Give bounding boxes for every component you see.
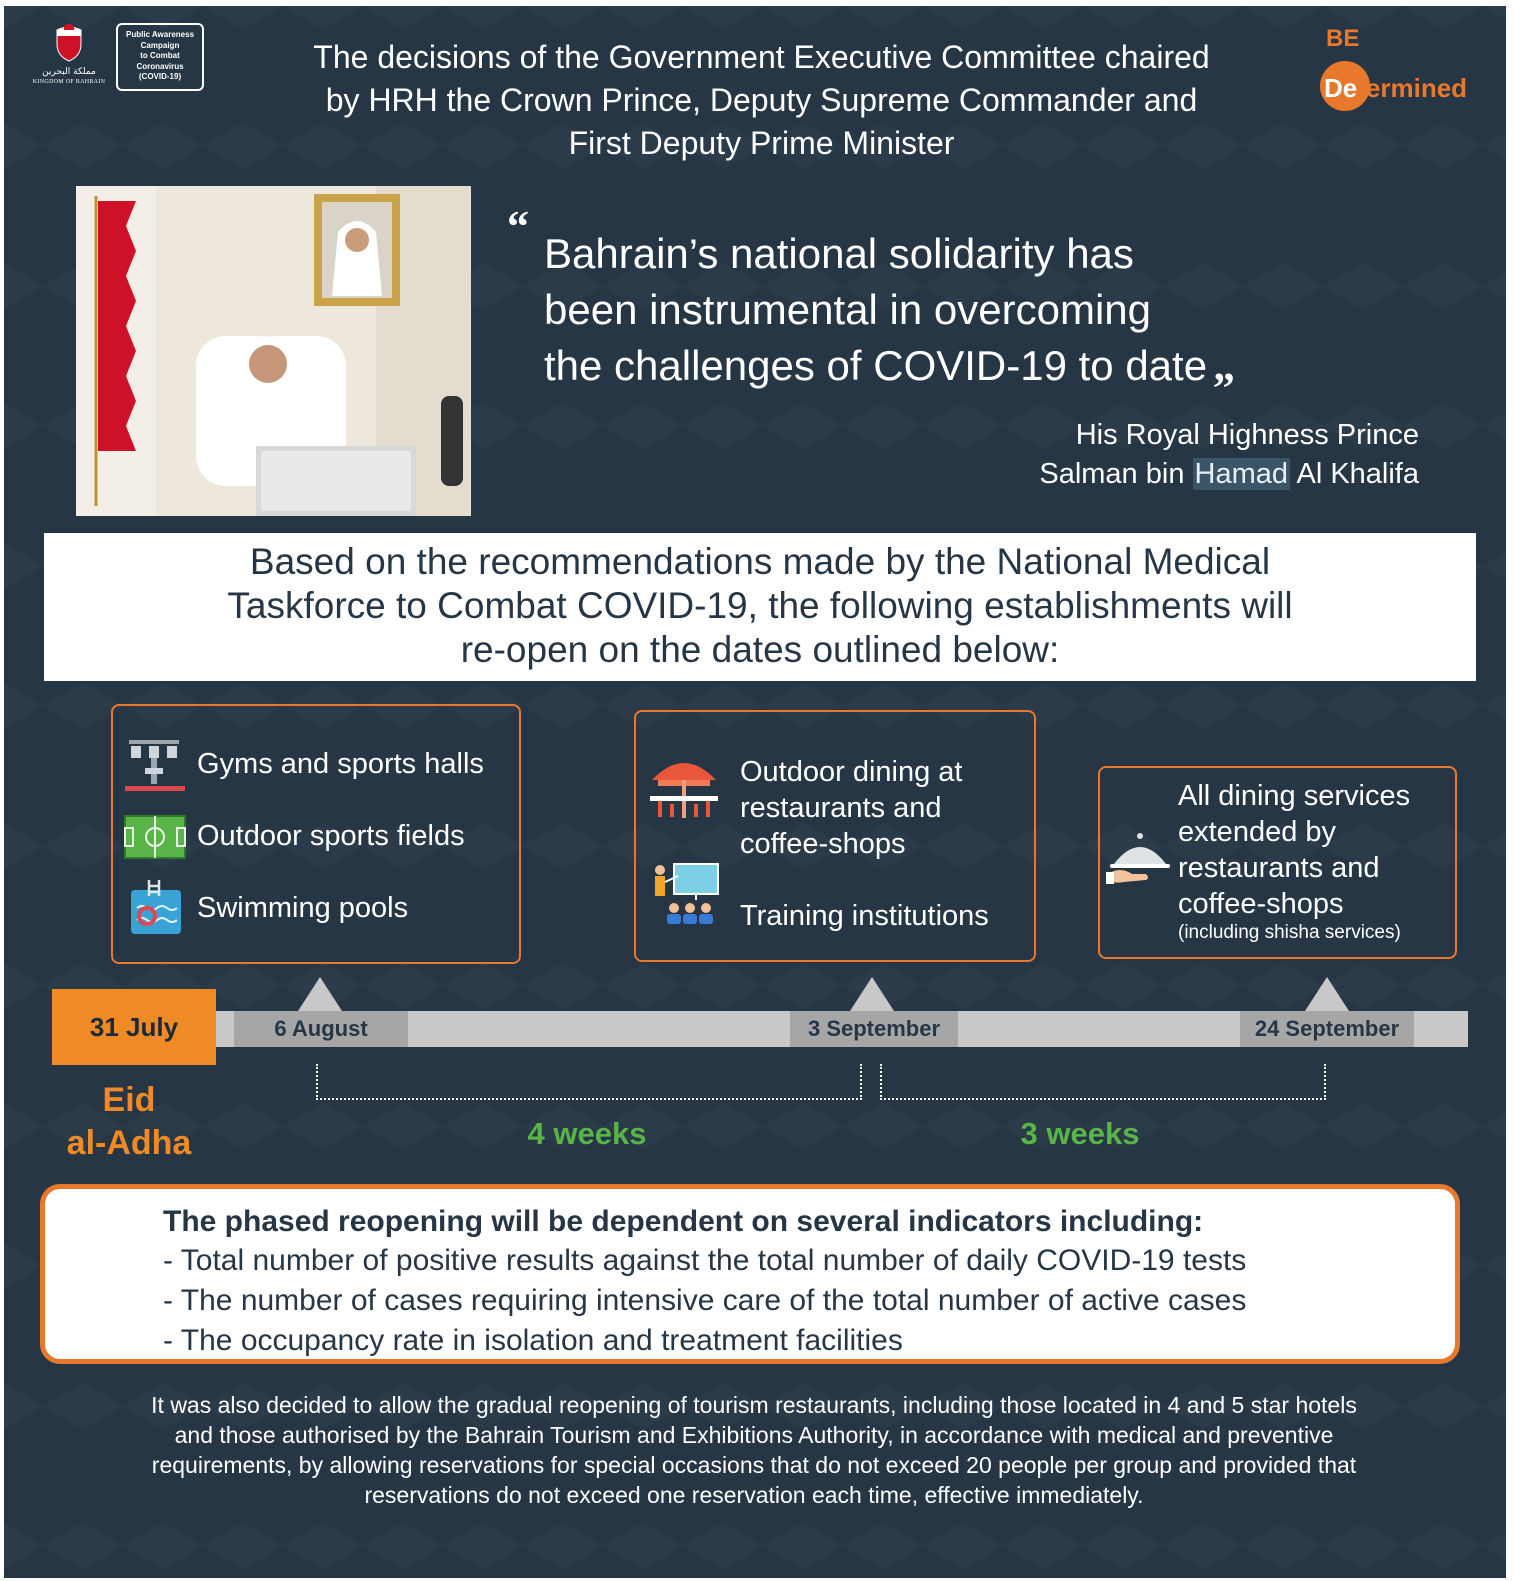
header-title [219,36,1304,165]
timeline-pointer-1 [298,977,342,1011]
footer-line: requirements, by allowing reservations for special occasions that do not exceed 20 people per group and provided that [151,1452,1357,1478]
emblem-caption: KINGDOM OF BAHRAIN [32,79,106,85]
indicator-item: - The number of cases requiring intensive care of the total number of active cases [163,1284,1247,1317]
infographic-poster [4,6,1506,1578]
logo-de-text: De [1324,73,1358,103]
footer-line: and those authorised by the Bahrain Tourism and Exhibitions Authority, in accordance with medical and preventive [174,1422,1334,1448]
recommendation-box [44,533,1476,681]
timeline-date-august: 6 August [234,1011,408,1047]
phase2-dining-line: Outdoor dining at [740,756,963,788]
phase2-dining-label [740,754,962,862]
campaign-badge [116,23,204,91]
phase1-fields-label: Outdoor sports fields [197,820,465,852]
attribution-line: His Royal Highness Prince [1075,419,1419,451]
crown-prince-photo [76,186,471,516]
phase3-dining-line: All dining services [1178,780,1411,812]
phase2-dining-line: restaurants and [740,792,942,824]
indicators-box [40,1184,1460,1364]
quote-open-mark: “ [507,202,529,251]
header-title-line: The decisions of the Government Executive Committee chaired [313,39,1210,75]
phase1-box [111,704,521,964]
interval-bracket-1 [316,1064,862,1100]
timeline-start-date: 31 July [52,989,216,1065]
phase3-dining-line: coffee-shops [1178,888,1344,920]
indicator-item: - Total number of positive results against the total number of daily COVID-19 tests [163,1244,1247,1277]
quote-line-text: the challenges of COVID-19 to date [544,342,1208,389]
timeline-date-september-24: 24 September [1240,1011,1414,1047]
recommendation-line: re-open on the dates outlined below: [460,629,1060,670]
campaign-line: (COVID-19) [138,72,182,81]
timeline-start-event [44,1079,214,1165]
quote-text [544,226,1414,394]
campaign-line: to Combat [140,51,180,60]
phase2-dining-line: coffee-shops [740,828,906,860]
header-title-line: by HRH the Crown Prince, Deputy Supreme Commander and [325,82,1198,118]
interval-bracket-2 [880,1064,1326,1100]
footer-line: reservations do not exceed one reservation each time, effective immediately. [364,1482,1144,1508]
campaign-line: Coronavirus [136,61,184,71]
sports-field-icon [123,814,187,860]
phase3-box [1098,766,1457,959]
phase1-pools-label: Swimming pools [197,892,409,924]
interval-3-weeks: 3 weeks [1020,1116,1140,1151]
phase3-dining-line: extended by [1178,816,1337,848]
campaign-line: Public Awareness [125,30,195,39]
emblem-arabic-text: مملكة البحرين [42,67,96,77]
footer-line: It was also decided to allow the gradual reopening of tourism restaurants, including those located in 4 and 5 star hotels [151,1392,1357,1418]
header-title-line: First Deputy Prime Minister [568,125,955,161]
timeline-date-september-3: 3 September [790,1011,958,1047]
phase2-box [634,710,1036,962]
eid-line: Eid [102,1081,156,1119]
recommendation-line: Taskforce to Combat COVID-19, the following establishments will [227,585,1293,626]
photo-illustration [76,186,471,516]
attribution-name-post: Al Khalifa [1290,458,1419,490]
logo-determined-text [1324,73,1467,104]
attribution-name-highlight: Hamad [1194,458,1289,490]
phase3-dining-label [1178,778,1410,944]
phase2-training-label: Training institutions [740,900,989,932]
recommendation-line: Based on the recommendations made by the National Medical [249,541,1271,582]
quote-close-mark: „ [1213,341,1236,390]
kingdom-emblem-logo [26,24,112,96]
quote-line [544,338,1414,394]
timeline-pointer-2 [850,977,894,1011]
outdoor-dining-umbrella-icon [648,752,720,820]
swimming-pool-icon [123,878,187,936]
phase1-gyms-label: Gyms and sports halls [197,748,484,780]
food-cloche-icon [1106,830,1172,886]
be-determined-logo [1316,23,1496,113]
quote-line: been instrumental in overcoming [544,286,1151,333]
campaign-line: Campaign [140,40,180,50]
quote-line: Bahrain’s national solidarity has [544,230,1134,277]
dumbbell-rack-icon [123,736,187,794]
indicators-heading: The phased reopening will be dependent on several indicators including: [163,1205,1204,1238]
logo-be-text: BE [1326,25,1360,52]
interval-4-weeks: 4 weeks [527,1116,647,1151]
attribution-name-pre: Salman bin [1039,458,1193,490]
phase3-dining-line: restaurants and [1178,852,1380,884]
footer-note [54,1390,1454,1510]
quote-attribution [944,416,1419,494]
logo-termined-text: termined [1357,73,1468,103]
emblem-shield-icon [52,24,86,62]
indicator-item: - The occupancy rate in isolation and treatment facilities [163,1324,903,1357]
eid-line: al-Adha [66,1124,192,1162]
phase3-shisha-note: (including shisha services) [1178,922,1401,943]
attribution-line [944,455,1419,494]
timeline-pointer-3 [1305,977,1349,1011]
training-presentation-icon [648,860,720,926]
